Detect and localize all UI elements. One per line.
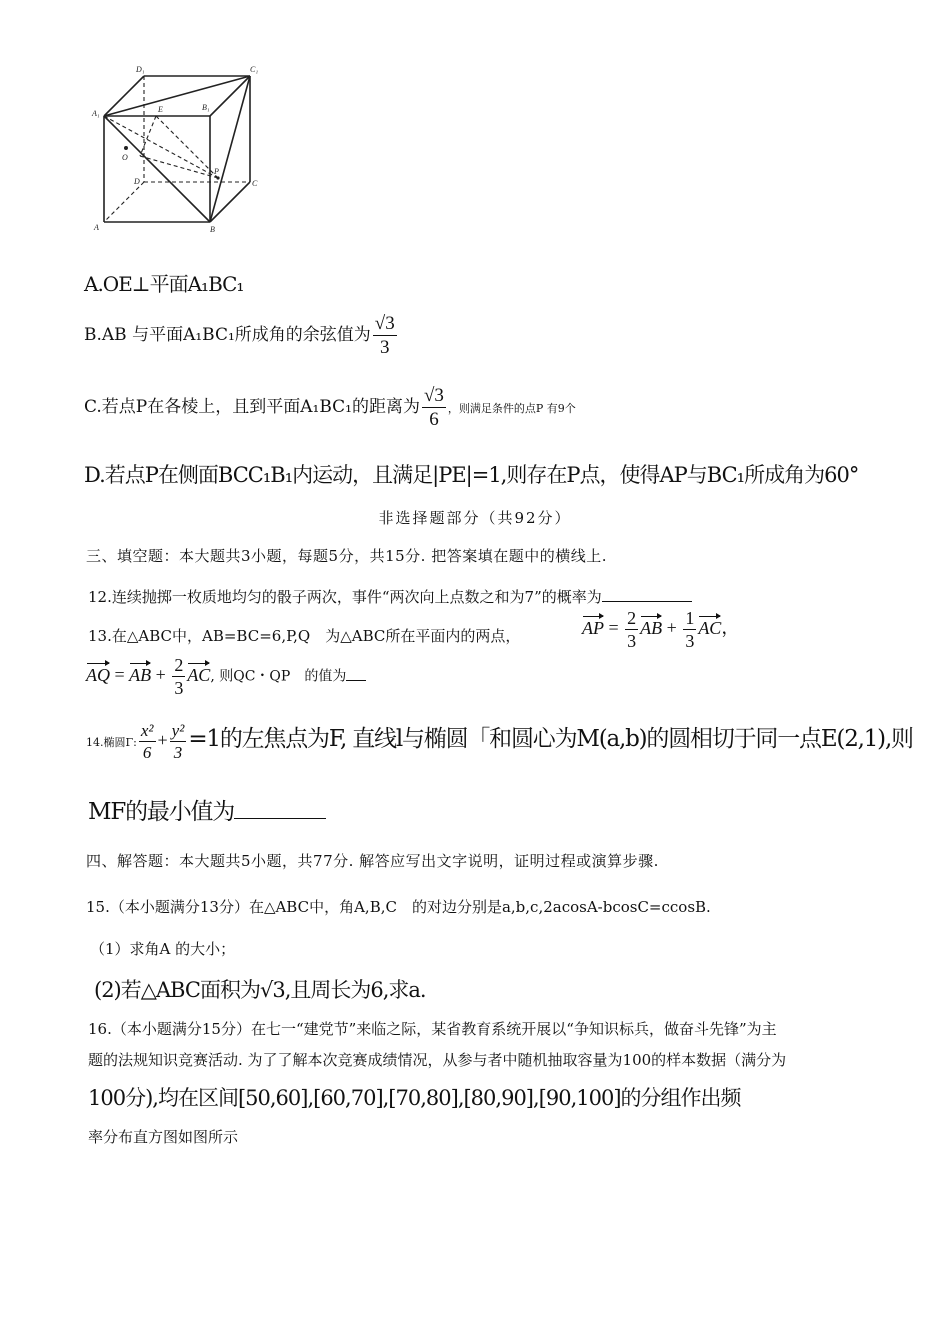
option-c xyxy=(84,386,576,429)
option-c-text: C.若点P在各棱上，且到平面A₁BC₁的距离为 xyxy=(84,397,420,417)
q12-answer-blank[interactable] xyxy=(602,599,692,602)
option-d: D.若点P在侧面BCC₁B₁内运动，且满足|PE|=1,则存在P点，使得AP与BC₁所成角为60° xyxy=(84,463,859,487)
option-b xyxy=(84,314,399,357)
q14-prefix: 14.椭圆Γ: xyxy=(86,736,137,749)
option-c-den: 6 xyxy=(429,409,439,430)
vec-ab: AB xyxy=(129,661,151,686)
frac-den: 6 xyxy=(142,743,152,762)
frac-num: 2 xyxy=(627,608,637,628)
comma: ， xyxy=(721,617,740,638)
frac-den: 3 xyxy=(627,631,637,651)
question-15-part1: （1）求角A 的大小； xyxy=(90,940,236,958)
label-b1: B₁ xyxy=(202,103,210,112)
question-16-line1: 16.（本小题满分15分）在七一“建党节”来临之际，某省教育系统开展以“争知识标兵，做奋斗先锋”为主 xyxy=(88,1020,777,1038)
frac-den: 3 xyxy=(173,743,183,762)
label-d: D xyxy=(134,177,140,186)
option-b-text: B.AB 与平面A₁BC₁所成角的余弦值为 xyxy=(84,325,371,345)
frac-2-3 xyxy=(625,609,638,650)
option-c-suffix: ，则满足条件的点P 有9个 xyxy=(447,402,576,415)
question-14-line1 xyxy=(86,720,913,761)
option-c-num: √3 xyxy=(423,385,444,406)
section4-heading: 四、解答题：本大题共5小题，共77分. 解答应写出文字说明，证明过程或演算步骤. xyxy=(86,852,659,870)
frac-num: 2 xyxy=(174,655,184,675)
question-16-line2: 题的法规知识竞赛活动. 为了了解本次竞赛成绩情况，从参与者中随机抽取容量为100的样本数据（满分为 xyxy=(88,1051,787,1069)
plus-sign: + xyxy=(666,617,677,638)
q14-frac-y xyxy=(170,722,187,761)
plus-sign: + xyxy=(157,730,168,750)
question-15-part2: (2)若△ABC面积为√3,且周长为6,求a. xyxy=(94,978,426,1002)
label-o: O xyxy=(122,153,128,162)
cube-figure xyxy=(84,60,274,240)
question-16-line4: 率分布直方图如图所示 xyxy=(88,1128,239,1146)
option-b-den: 3 xyxy=(380,337,390,358)
plus-sign: + xyxy=(155,664,166,685)
frac-1-3 xyxy=(683,609,696,650)
section-nonselect-title: 非选择题部分（共92分） xyxy=(378,509,572,527)
vec-ap: AP xyxy=(582,614,604,639)
question-12 xyxy=(88,586,692,607)
q14-text: 的左焦点为F, 直线l与椭圆「和圆心为M(a,b)的圆相切于同一点E(2,1),则 xyxy=(219,726,913,752)
eq-sign: = xyxy=(114,664,125,685)
q14-line2-text: MF的最小值为 xyxy=(88,799,235,825)
question-14-line2 xyxy=(88,793,326,826)
q13-aq-equation xyxy=(86,656,366,697)
q13-ap-equation xyxy=(582,609,739,650)
frac-den: 3 xyxy=(174,678,184,698)
label-p: P xyxy=(214,167,219,176)
question-15: 15.（本小题满分13分）在△ABC中，角A,B,C 的对边分别是a,b,c,2acosA-bcosC=ccosB. xyxy=(86,898,711,916)
section3-heading: 三、填空题：本大题共3小题，每题5分，共15分. 把答案填在题中的横线上. xyxy=(86,547,607,565)
frac-den: 3 xyxy=(685,631,695,651)
vec-aq: AQ xyxy=(86,661,110,686)
vec-ac: AC xyxy=(187,661,210,686)
label-a1: A₁ xyxy=(92,109,100,118)
q14-eq: =1 xyxy=(188,726,220,752)
q14-answer-blank[interactable] xyxy=(234,816,326,819)
frac-2-3 xyxy=(172,656,185,697)
vec-ab: AB xyxy=(640,614,662,639)
option-c-fraction xyxy=(422,386,446,429)
option-a: A.OE⊥平面A₁BC₁ xyxy=(84,272,244,296)
option-b-fraction xyxy=(373,314,397,357)
q13-tail: , 则QC・QP 的值为 xyxy=(210,668,347,685)
q12-text: 12.连续抛掷一枚质地均匀的骰子两次，事件“两次向上点数之和为7”的概率为 xyxy=(88,588,602,606)
frac-num: x² xyxy=(140,721,154,740)
q14-frac-x xyxy=(139,722,156,761)
label-e: E xyxy=(158,105,163,114)
question-16-line3: 100分),均在区间[50,60],[60,70],[70,80],[80,90],[90,100]的分组作出频 xyxy=(88,1086,741,1110)
vec-ac: AC xyxy=(698,614,721,639)
question-13-line1: 13.在△ABC中，AB=BC=6,P,Q 为△ABC所在平面内的两点， xyxy=(88,627,521,645)
eq-sign: = xyxy=(608,617,619,638)
label-c1: C₁ xyxy=(250,65,259,74)
frac-num: 1 xyxy=(685,608,695,628)
option-b-num: √3 xyxy=(374,313,395,334)
label-d1: D₁ xyxy=(136,65,145,74)
frac-num: y² xyxy=(171,721,185,740)
q13-answer-blank[interactable] xyxy=(346,678,366,681)
label-c: C xyxy=(252,179,258,188)
label-a: A xyxy=(94,223,99,232)
label-b: B xyxy=(210,225,215,234)
